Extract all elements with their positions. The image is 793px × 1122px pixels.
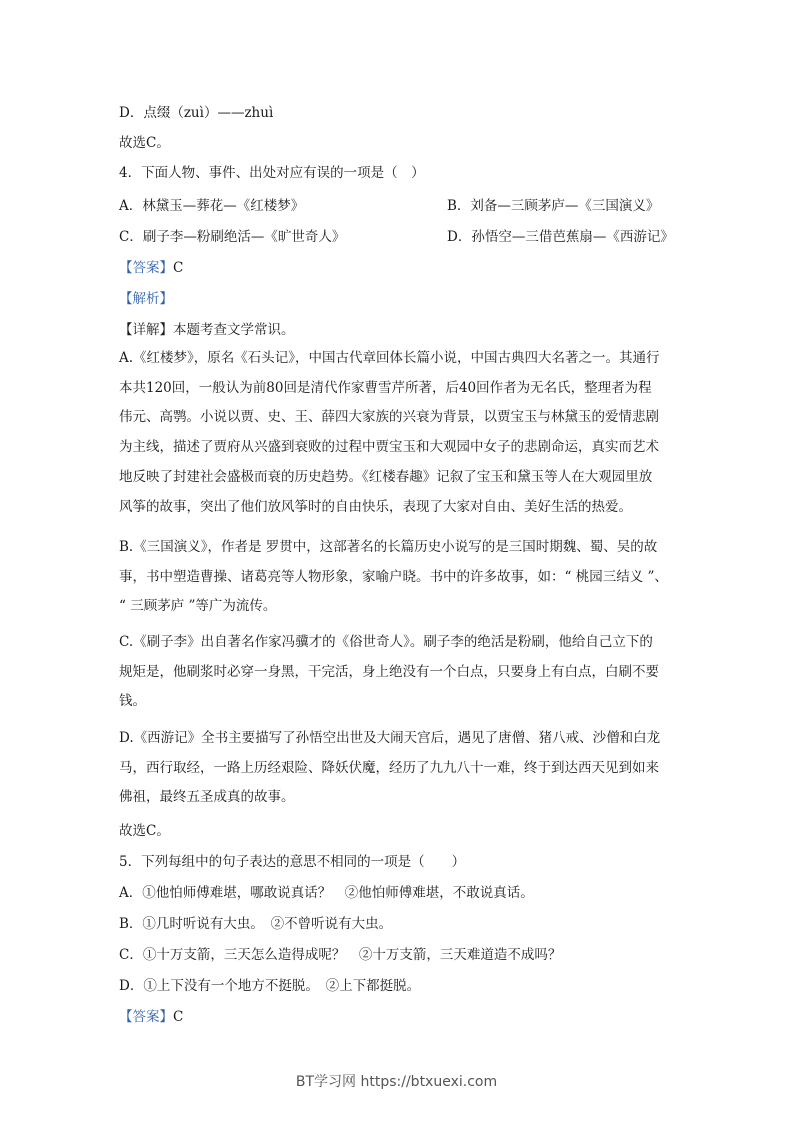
- question-4-option-b: B．刘备—三顾茅庐—《三国演义》: [447, 198, 660, 214]
- paragraph-line: D.《西游记》全书主要描写了孙悟空出世及大闹天宫后，遇见了唐僧、猪八戒、沙僧和白龙: [119, 730, 661, 746]
- question-5-stem: 5．下列每组中的句子表达的意思不相同的一项是（ ）: [119, 854, 466, 870]
- question-5-option-b: B．①几时听说有大虫。 ②不曾听说有大虫。: [119, 916, 393, 932]
- analysis-paragraph-a: [119, 344, 675, 522]
- question-5-option-a: A．①他怕师傅难堪，哪敢说真话？ ②他怕师傅难堪，不敢说真话。: [119, 885, 534, 901]
- question-4-stem: 4．下面人物、事件、出处对应有误的一项是（ ）: [119, 165, 425, 181]
- paragraph-line: B.《三国演义》，作者是 罗贯中，这部著名的长篇历史小说写的是三国时期魏、蜀、吴的故: [119, 539, 658, 555]
- paragraph-line: 佛祖，最终五圣成真的故事。: [119, 789, 295, 806]
- watermark-footer: BT学习网 https://btxuexi.com: [295, 1074, 498, 1090]
- answer-value: C: [173, 1009, 184, 1025]
- paragraph-line: 本共120回，一般认为前80回是清代作家曹雪芹所著，后40回作者为无名氏，整理者为程: [119, 379, 652, 396]
- paragraph-line: A.《红楼梦》，原名《石头记》，中国古代章回体长篇小说，中国古典四大名著之一。其通行: [119, 350, 660, 366]
- question-4-option-c: C．刷子李—粉刷绝活—《旷世奇人》: [119, 229, 346, 245]
- answer-line: [119, 1008, 183, 1026]
- question-5-option-d: D．①上下没有一个地方不挺脱。 ②上下都挺脱。: [119, 978, 421, 994]
- answer-value: C: [173, 260, 184, 276]
- paragraph-line: 事，书中塑造曹操、诸葛亮等人物形象，家喻户晓。书中的许多故事，如：“ 桃园三结义 ”、: [119, 568, 668, 585]
- paragraph-line: “ 三顾茅庐 ”等广为流传。: [119, 598, 277, 615]
- answer-conclusion: 故选C。: [119, 135, 170, 151]
- analysis-paragraph-d: [119, 724, 675, 813]
- paragraph-line: C.《刷子李》出自著名作家冯骥才的《俗世奇人》。刷子李的绝活是粉刷，他给自己立下的: [119, 634, 653, 650]
- paragraph-line: 风筝的故事，突出了他们放风筝时的自由快乐，表现了大家对自由、美好生活的热爱。: [119, 498, 632, 515]
- paragraph-line: 伟元、高鹗。小说以贾、史、王、薛四大家族的兴衰为背景，以贾宝玉与林黛玉的爱情悲剧: [119, 409, 659, 426]
- answer-conclusion: 故选C。: [119, 823, 170, 839]
- question-4-option-a: A．林黛玉—葬花—《红楼梦》: [119, 198, 305, 214]
- paragraph-line: 地反映了封建社会盛极而衰的历史趋势。《红楼春趣》记叙了宝玉和黛玉等人在大观园里放: [119, 468, 653, 485]
- paragraph-line: 为主线，描述了贾府从兴盛到衰败的过程中贾宝玉和大观园中女子的悲剧命运，真实而艺术: [119, 439, 659, 456]
- paragraph-line: 钱。: [119, 693, 146, 710]
- analysis-tag: 【解析】: [119, 291, 173, 307]
- question-4-option-d: D．孙悟空—三借芭蕉扇—《西游记》: [447, 229, 674, 245]
- detail-heading: 【详解】本题考查文学常识。: [119, 322, 295, 338]
- analysis-paragraph-c: [119, 628, 675, 717]
- paragraph-line: 规矩是，他刷浆时必穿一身黑，干完活，身上绝没有一个白点，只要身上有白点，白刷不要: [119, 663, 659, 680]
- analysis-paragraph-b: [119, 533, 675, 622]
- answer-tag: 【答案】: [119, 1009, 173, 1025]
- answer-tag: 【答案】: [119, 260, 173, 276]
- answer-line: [119, 259, 183, 277]
- question-5-option-c: C．①十万支箭，三天怎么造得成呢？ ②十万支箭，三天难道造不成吗？: [119, 947, 562, 963]
- paragraph-line: 马，西行取经，一路上历经艰险、降妖伏魔，经历了九九八十一难，终于到达西天见到如来: [119, 759, 659, 776]
- option-d-previous: D．点缀（zuì）——zhuì: [119, 105, 274, 121]
